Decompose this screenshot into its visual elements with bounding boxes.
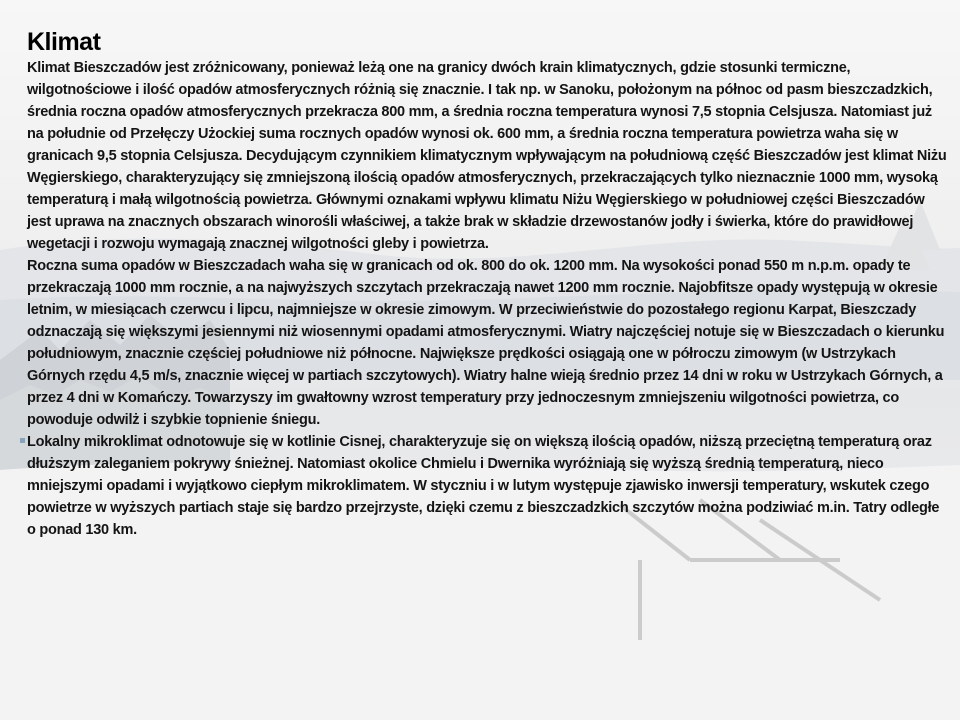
bullet-square-icon (20, 438, 25, 443)
paragraph-1: Klimat Bieszczadów jest zróżnicowany, ponieważ leżą one na granicy dwóch krain klimatycznych, gdzie stosunki termiczne, wilgotnościowe i ilość opadów atmosferycznych różnią się znacznie. I tak np. w Sanoku, położonym na północ od pasm bieszczadzkich, średnia roczna opadów atmosferycznych przekracza 800 mm, a średnia roczna temperatura wynosi 7,5 stopnia Celsjusza. Natomiast już na południe od Przełęczy Użockiej suma rocznych opadów wynosi ok. 600 mm, a średnia roczna temperatura powietrza waha się w granicach 9,5 stopnia Celsjusza. Decydującym czynnikiem klimatycznym wpływającym na południową część Bieszczadów jest klimat Niżu Węgierskiego, charakteryzujący się zmniejszoną ilością opadów atmosferycznych, przekraczających tylko nieznacznie 1000 mm, wysoką temperaturą i małą wilgotnością powietrza. Głównymi oznakami wpływu klimatu Niżu Węgierskiego w południowej części Bieszczadów jest uprawa na znacznych obszarach winorośli właściwej, a także brak w składzie drzewostanów jodły i świerka, które do prawidłowej wegetacji i rozwoju wymagają znacznej wilgotności gleby i powietrza. (27, 60, 947, 252)
slide-title: Klimat (27, 28, 101, 56)
paragraph-3-item (27, 431, 947, 541)
paragraph-2: Roczna suma opadów w Bieszczadach waha się w granicach od ok. 800 do ok. 1200 mm. Na wysokości ponad 550 m n.p.m. opady te przekraczają 1000 mm rocznie, a na najwyższych szczytach przekraczają nawet 1200 mm rocznie. Najobfitsze opady występują w okresie letnim, w miesiącach czerwcu i lipcu, najmniejsze w okresie zimowym. W przeciwieństwie do pozostałego regionu Karpat, Bieszczady odznaczają się większymi jesiennymi niż wiosennymi opadami atmosferycznymi. Wiatry najczęściej notuje się w Bieszczadach o kierunku południowym, znacznie częściej południowe niż północne. Największe prędkości osiągają one w półroczu zimowym (w Ustrzykach Górnych rzędu 4,5 m/s, znacznie więcej w partiach szczytowych). Wiatry halne wieją średnio przez 14 dni w roku w Ustrzykach Górnych, a przez 4 dni w Komańczy. Towarzyszy im gwałtowny wzrost temperatury przy jednoczesnym zmniejszeniu wilgotności powietrza, co powoduje odwilż i szybkie topnienie śniegu. (27, 258, 945, 428)
paragraph-3: Lokalny mikroklimat odnotowuje się w kotlinie Cisnej, charakteryzuje się on większą ilością opadów, niższą przeciętną temperaturą oraz dłuższym zaleganiem pokrywy śnieżnej. Natomiast okolice Chmielu i Dwernika wyróżniają się wyższą średnią temperaturą, nieco mniejszymi opadami i wyjątkowo ciepłym mikroklimatem. W styczniu i w lutym występuje zjawisko inwersji temperatury, wskutek czego powietrze w wyższych partiach staje się bardzo przejrzyste, dzięki czemu z bieszczadzkich szczytów można podziwiać m.in. Tatry odległe o ponad 130 km. (27, 434, 940, 538)
slide-body (27, 57, 947, 541)
